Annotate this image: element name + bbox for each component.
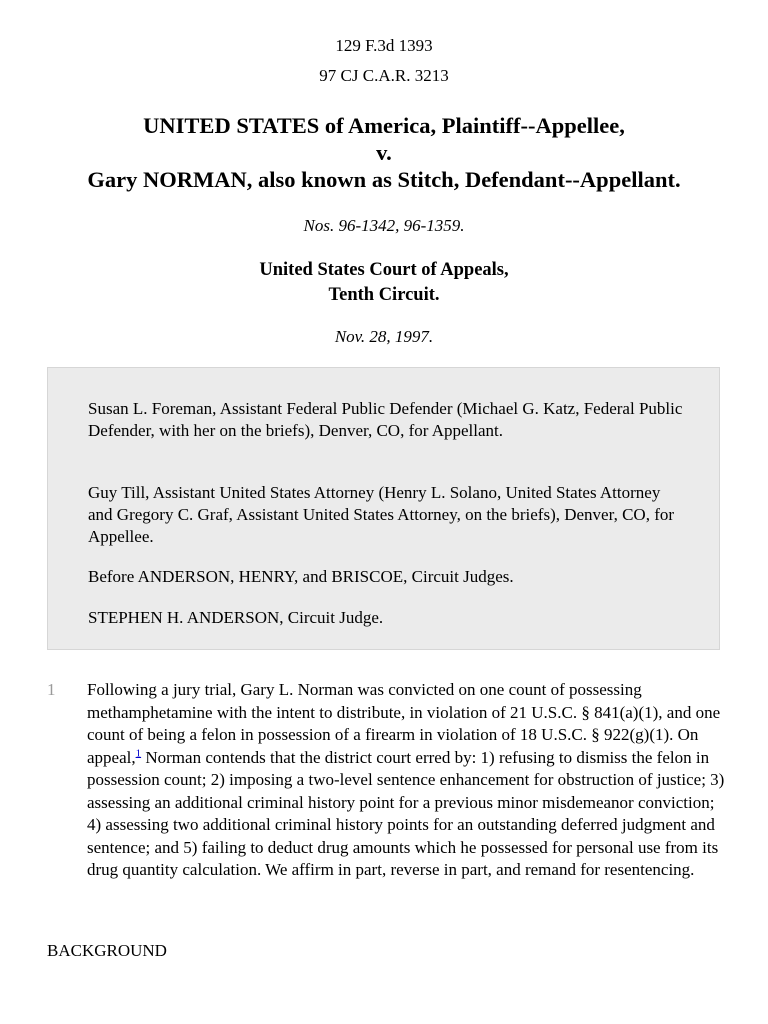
footnote-link[interactable]: 1 bbox=[135, 746, 142, 759]
opinion-author: STEPHEN H. ANDERSON, Circuit Judge. bbox=[88, 608, 384, 627]
court-name-line2: Tenth Circuit. bbox=[328, 285, 440, 305]
judges-panel: Before ANDERSON, HENRY, and BRISCOE, Circuit Judges. bbox=[88, 567, 514, 586]
plaintiff-line: UNITED STATES of America, Plaintiff--Appellee, bbox=[143, 113, 625, 138]
section-heading: BACKGROUND bbox=[47, 941, 167, 960]
docket-numbers: Nos. 96-1342, 96-1359. bbox=[303, 216, 465, 235]
appellee-counsel: Guy Till, Assistant United States Attorney (Henry L. Solano, United States Attorney and Gregory C. Graf, Assistant United States Attorney, on the briefs), Denver, CO, for Appellee. bbox=[88, 483, 675, 546]
defendant-line: Gary NORMAN, also known as Stitch, Defendant--Appellant. bbox=[87, 167, 681, 192]
paragraph-text-part1: Following a jury trial, Gary L. Norman was convicted on one count of possessing methamphetamine with the intent to distribute, in violation of 21 U.S.C. § 841(a)(1), and one count of being a felon in possession of a firearm in violation of 18 U.S.C. § 922(g)(1). On appeal, bbox=[87, 680, 721, 767]
versus-line: v. bbox=[376, 140, 392, 165]
paragraph-number: 1 bbox=[47, 680, 56, 699]
appellant-counsel: Susan L. Foreman, Assistant Federal Public Defender (Michael G. Katz, Federal Public Defender, with her on the briefs), Denver, CO, for Appellant. bbox=[88, 399, 683, 440]
opinion-paragraph bbox=[87, 679, 727, 882]
paragraph-text-part2: Norman contends that the district court erred by: 1) refusing to dismiss the felon in possession count; 2) imposing a two-level sentence enhancement for obstruction of justice; 3) assessing an additional criminal history point for a previous minor misdemeanor conviction; 4) assessing two additional criminal history points for an outstanding deferred judgment and sentence; and 5) failing to deduct drug amounts which he possessed for personal use from its drug quantity calculation. We affirm in part, reverse in part, and remand for resentencing. bbox=[87, 747, 725, 879]
court-name bbox=[0, 258, 768, 308]
secondary-citation: 97 CJ C.A.R. 3213 bbox=[319, 66, 449, 85]
decision-date: Nov. 28, 1997. bbox=[334, 327, 434, 346]
court-name-line1: United States Court of Appeals, bbox=[259, 260, 509, 280]
counsel-panel bbox=[47, 367, 720, 650]
case-caption bbox=[0, 112, 768, 193]
reporter-citation: 129 F.3d 1393 bbox=[335, 36, 433, 55]
